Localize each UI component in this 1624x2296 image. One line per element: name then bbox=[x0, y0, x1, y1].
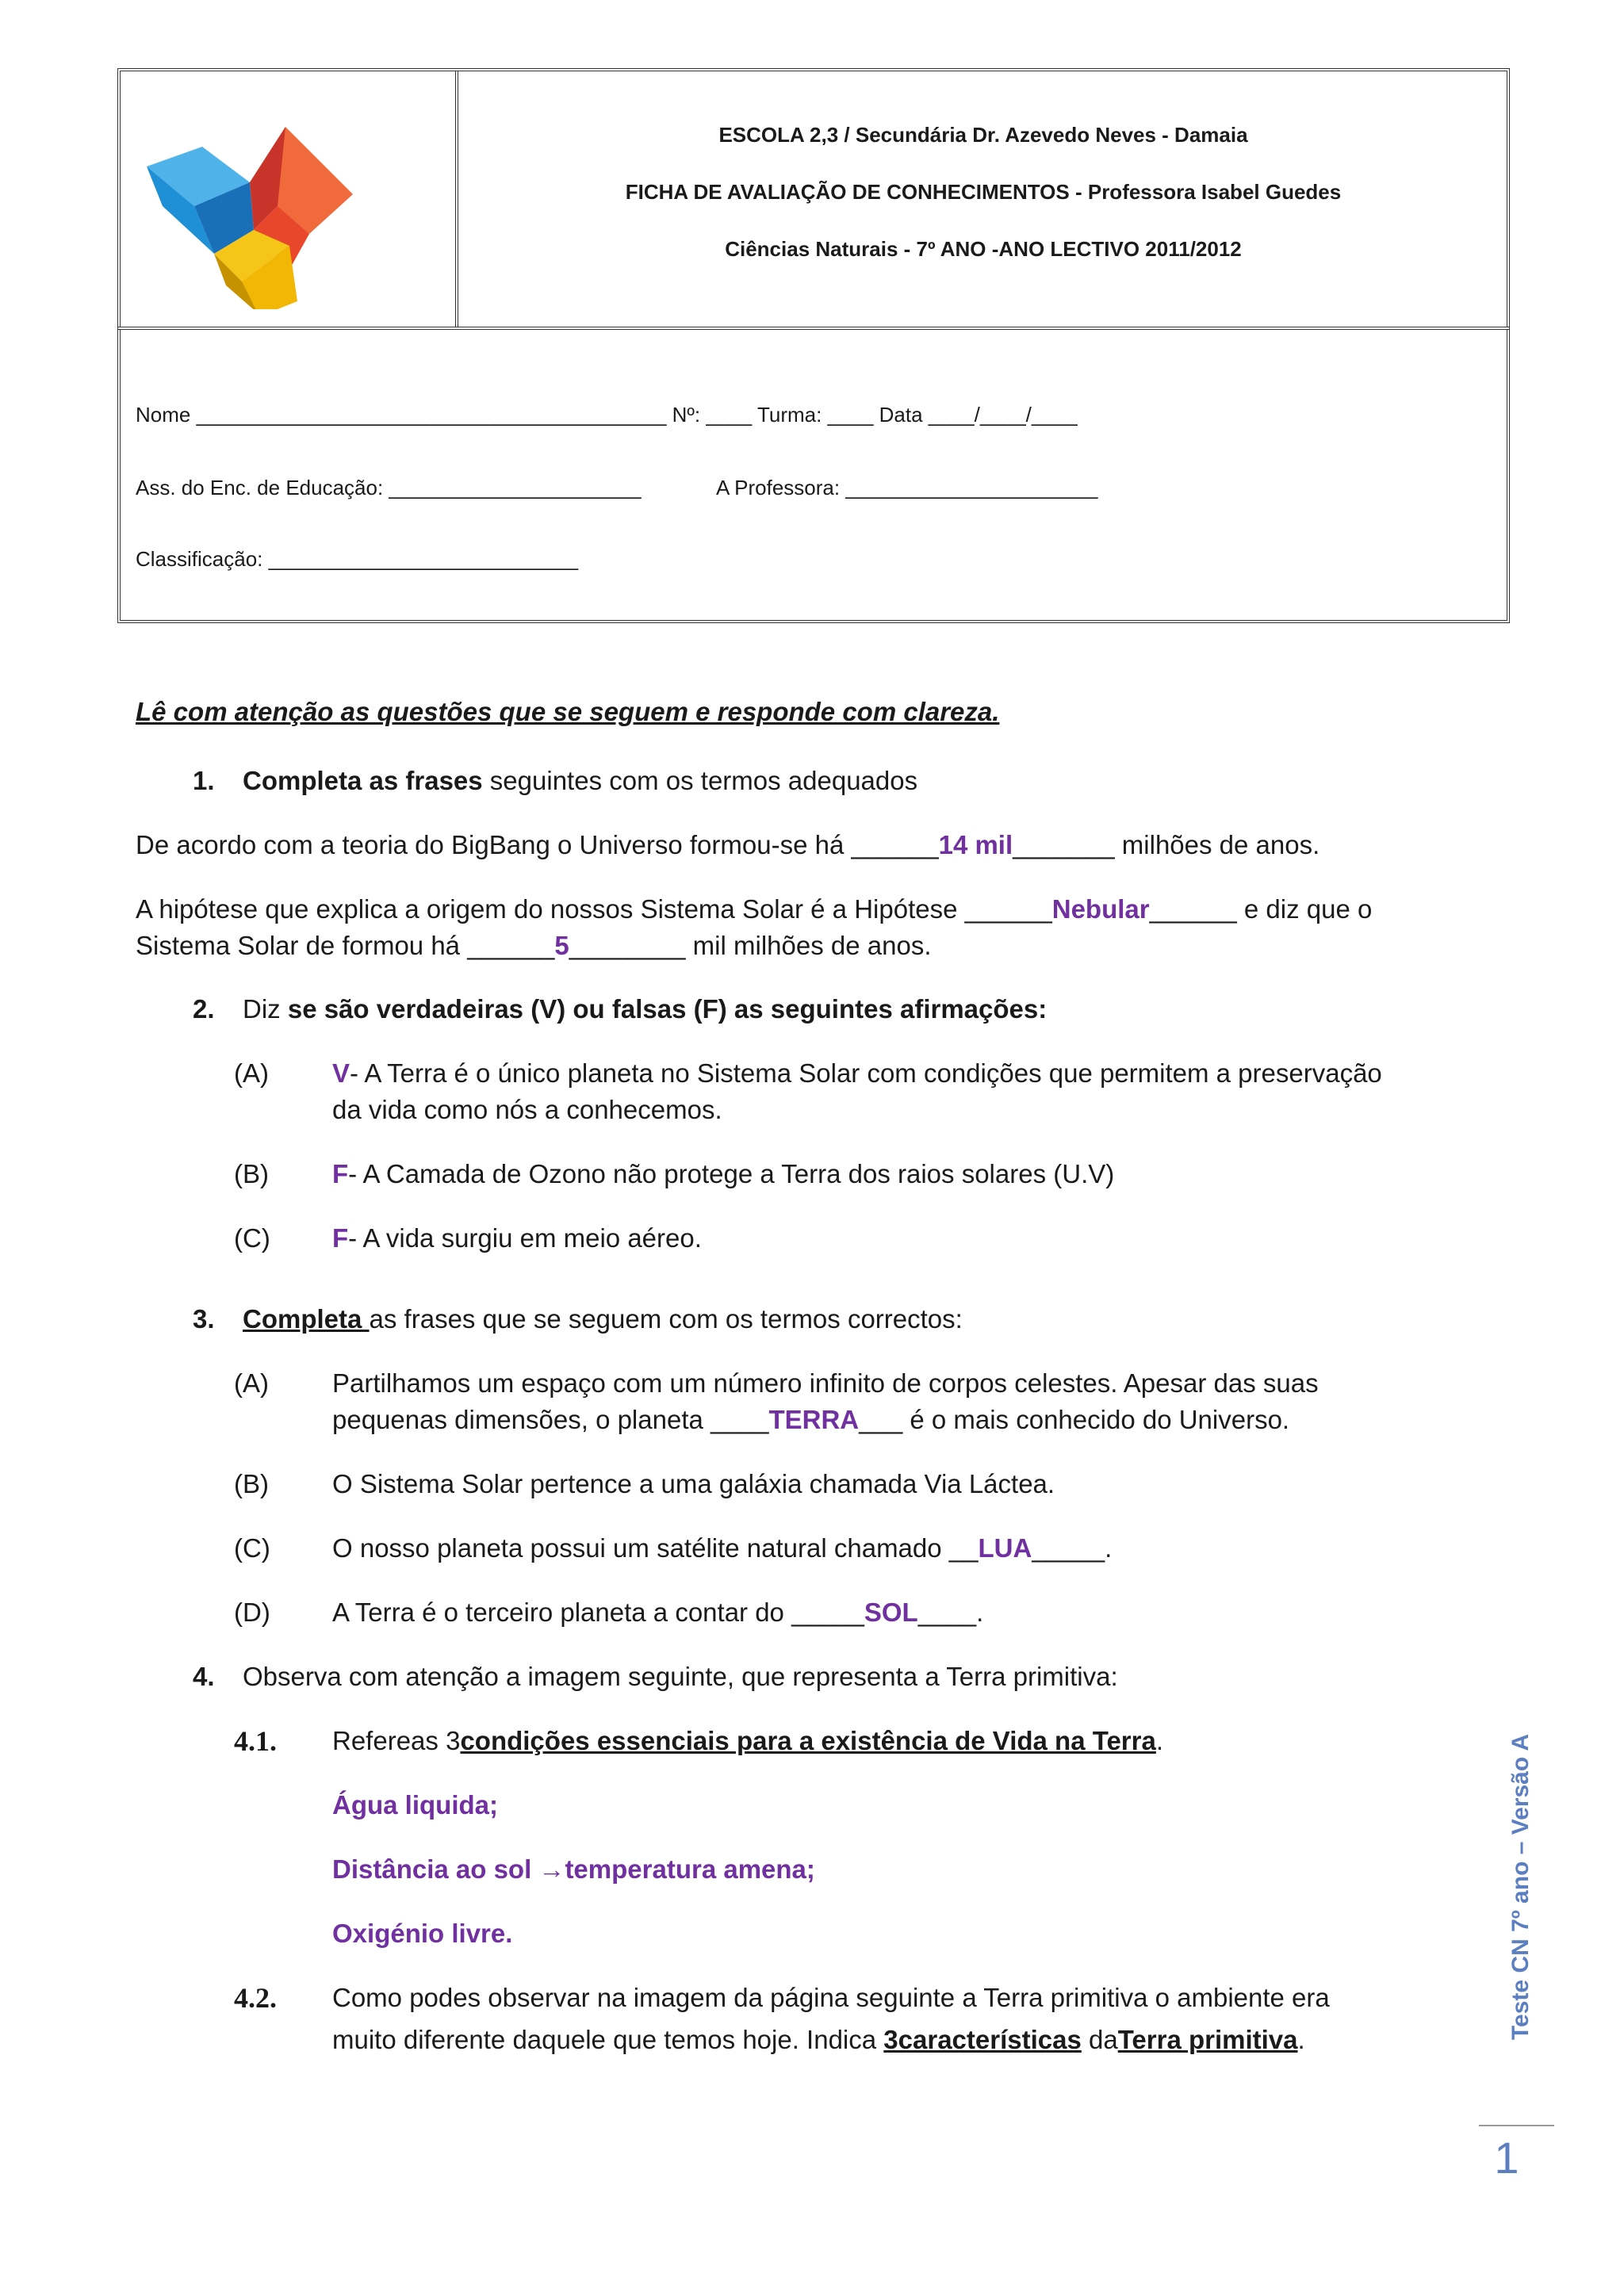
q1-s1-answer: 14 mil bbox=[938, 830, 1013, 859]
q2-b-line1: - A Camada de Ozono não protege a Terra dos raios solares (U.V) bbox=[348, 1159, 1115, 1188]
q4-number: 4. bbox=[193, 1662, 215, 1691]
q2-c-text bbox=[332, 1220, 702, 1257]
q3-d-pre: A Terra é o terceiro planeta a contar do _____ bbox=[332, 1598, 864, 1627]
q3-d-post: ____. bbox=[917, 1598, 984, 1627]
q1-number: 1. bbox=[193, 766, 215, 795]
q2-number: 2. bbox=[193, 994, 215, 1024]
q2-c-label: (C) bbox=[234, 1223, 270, 1253]
guardian-signature-line[interactable]: Ass. do Enc. de Educação: ______________________ bbox=[136, 476, 642, 499]
q3-a-line2-pre: pequenas dimensões, o planeta ____ bbox=[332, 1405, 769, 1434]
q1-s2-pre: A hipótese que explica a origem do nossos Sistema Solar é a Hipótese ______ bbox=[136, 894, 1052, 924]
q2-a-answer: V bbox=[332, 1058, 350, 1088]
q42-mid: da bbox=[1081, 2025, 1118, 2054]
q3-title-bold: Completa bbox=[243, 1304, 370, 1334]
q42-post: . bbox=[1297, 2025, 1305, 2054]
page-number: 1 bbox=[1494, 2133, 1519, 2183]
q3-title-rest: as frases que se seguem com os termos correctos: bbox=[369, 1304, 963, 1334]
q42-bold2: Terra primitiva bbox=[1117, 2025, 1298, 2054]
q2-a-label: (A) bbox=[234, 1058, 269, 1088]
q42-bold1: 3características bbox=[883, 2025, 1082, 2054]
q2-title-pre: Diz bbox=[243, 994, 288, 1024]
q1-s3-answer: 5 bbox=[554, 931, 569, 960]
q1-s3-post: ________ mil milhões de anos. bbox=[569, 931, 932, 960]
q42-line2 bbox=[332, 2022, 1305, 2058]
q42-number: 4.2. bbox=[234, 1982, 277, 2014]
teacher-signature-line[interactable]: A Professora: ______________________ bbox=[716, 476, 1098, 499]
q3-d-text bbox=[332, 1594, 983, 1631]
q3-a-line2 bbox=[332, 1402, 1289, 1438]
q4-text: Observa com atenção a imagem seguinte, que representa a Terra primitiva: bbox=[243, 1662, 1118, 1691]
q3-a-label: (A) bbox=[234, 1368, 269, 1398]
q41-pre: Refereas 3 bbox=[332, 1726, 461, 1755]
q1-sentence-2 bbox=[136, 891, 1372, 928]
q2-b-text bbox=[332, 1156, 1114, 1192]
q3-c-label: (C) bbox=[234, 1533, 270, 1563]
q1-title bbox=[243, 763, 917, 799]
school-name: ESCOLA 2,3 / Secundária Dr. Azevedo Neves - Damaia bbox=[718, 123, 1248, 147]
q2-title bbox=[243, 991, 1047, 1027]
q41-answer-2b: temperatura amena; bbox=[565, 1854, 815, 1884]
q1-s3-pre: Sistema Solar de formou há ______ bbox=[136, 931, 555, 960]
q41-post: . bbox=[1155, 1726, 1164, 1755]
q3-number: 3. bbox=[193, 1304, 215, 1334]
arrow-right-icon: → bbox=[538, 1854, 565, 1884]
q2-a-line1: - A Terra é o único planeta no Sistema Solar com condições que permitem a preservação bbox=[350, 1058, 1382, 1088]
q2-c-line1: - A vida surgiu em meio aéreo. bbox=[348, 1223, 702, 1253]
footer-rule bbox=[1479, 2125, 1554, 2126]
q2-title-bold: se são verdadeiras (V) ou falsas (F) as seguintes afirmações: bbox=[287, 994, 1048, 1024]
q41-text bbox=[332, 1723, 1163, 1759]
name-line[interactable]: Nome _________________________________________ Nº: ____ Turma: ____ Data ____/____/____ bbox=[136, 403, 1078, 427]
sheet-title: FICHA DE AVALIAÇÃO DE CONHECIMENTOS - Professora Isabel Guedes bbox=[625, 180, 1342, 204]
q1-title-bold: Completa as frases bbox=[243, 766, 483, 795]
q1-s2-post: ______ e diz que o bbox=[1149, 894, 1373, 924]
q41-answer-2a: Distância ao sol bbox=[332, 1854, 539, 1884]
q3-b-text: O Sistema Solar pertence a uma galáxia chamada Via Láctea. bbox=[332, 1469, 1055, 1498]
q3-title bbox=[243, 1301, 963, 1337]
q1-s1-post: _______ milhões de anos. bbox=[1013, 830, 1320, 859]
version-sidebar: Teste CN 7º ano – Versão A bbox=[1507, 1733, 1534, 2041]
q2-b-answer: F bbox=[332, 1159, 349, 1188]
q1-sentence-1 bbox=[136, 827, 1320, 863]
q2-b-label: (B) bbox=[234, 1159, 269, 1188]
school-logo bbox=[139, 119, 369, 309]
q3-a-line2-post: ___ é o mais conhecido do Universo. bbox=[859, 1405, 1290, 1434]
instructions: Lê com atenção as questões que se seguem e responde com clareza. bbox=[136, 697, 1000, 726]
q3-d-label: (D) bbox=[234, 1598, 270, 1627]
q2-c-answer: F bbox=[332, 1223, 349, 1253]
q1-title-rest: seguintes com os termos adequados bbox=[482, 766, 918, 795]
q41-answer-3: Oxigénio livre. bbox=[332, 1919, 513, 1948]
grade-line[interactable]: Classificação: ___________________________ bbox=[136, 547, 579, 571]
q3-b-label: (B) bbox=[234, 1469, 269, 1498]
q3-a-answer: TERRA bbox=[768, 1405, 860, 1434]
q42-line1: Como podes observar na imagem da página seguinte a Terra primitiva o ambiente era bbox=[332, 1983, 1330, 2012]
q41-number: 4.1. bbox=[234, 1725, 277, 1757]
q41-answer-2 bbox=[332, 1851, 815, 1888]
q3-c-text bbox=[332, 1530, 1112, 1567]
subject-line: Ciências Naturais - 7º ANO -ANO LECTIVO 2011/2012 bbox=[725, 237, 1242, 261]
q2-a-text bbox=[332, 1055, 1382, 1092]
q3-a-line1: Partilhamos um espaço com um número infinito de corpos celestes. Apesar das suas bbox=[332, 1368, 1319, 1398]
q3-c-answer: LUA bbox=[978, 1533, 1032, 1563]
q1-sentence-3 bbox=[136, 928, 931, 964]
q3-c-pre: O nosso planeta possui um satélite natural chamado __ bbox=[332, 1533, 979, 1563]
q1-s2-answer: Nebular bbox=[1051, 894, 1150, 924]
q41-answer-1: Água liquida; bbox=[332, 1790, 498, 1820]
q3-c-post: _____. bbox=[1032, 1533, 1113, 1563]
q42-line2-pre: muito diferente daquele que temos hoje. Indica bbox=[332, 2025, 884, 2054]
q2-a-text-line2: da vida como nós a conhecemos. bbox=[332, 1095, 722, 1124]
q1-s1-pre: De acordo com a teoria do BigBang o Universo formou-se há ______ bbox=[136, 830, 939, 859]
q41-bold: condições essenciais para a existência de Vida na Terra bbox=[460, 1726, 1156, 1755]
student-info-box bbox=[117, 327, 1510, 623]
q3-d-answer: SOL bbox=[864, 1598, 918, 1627]
